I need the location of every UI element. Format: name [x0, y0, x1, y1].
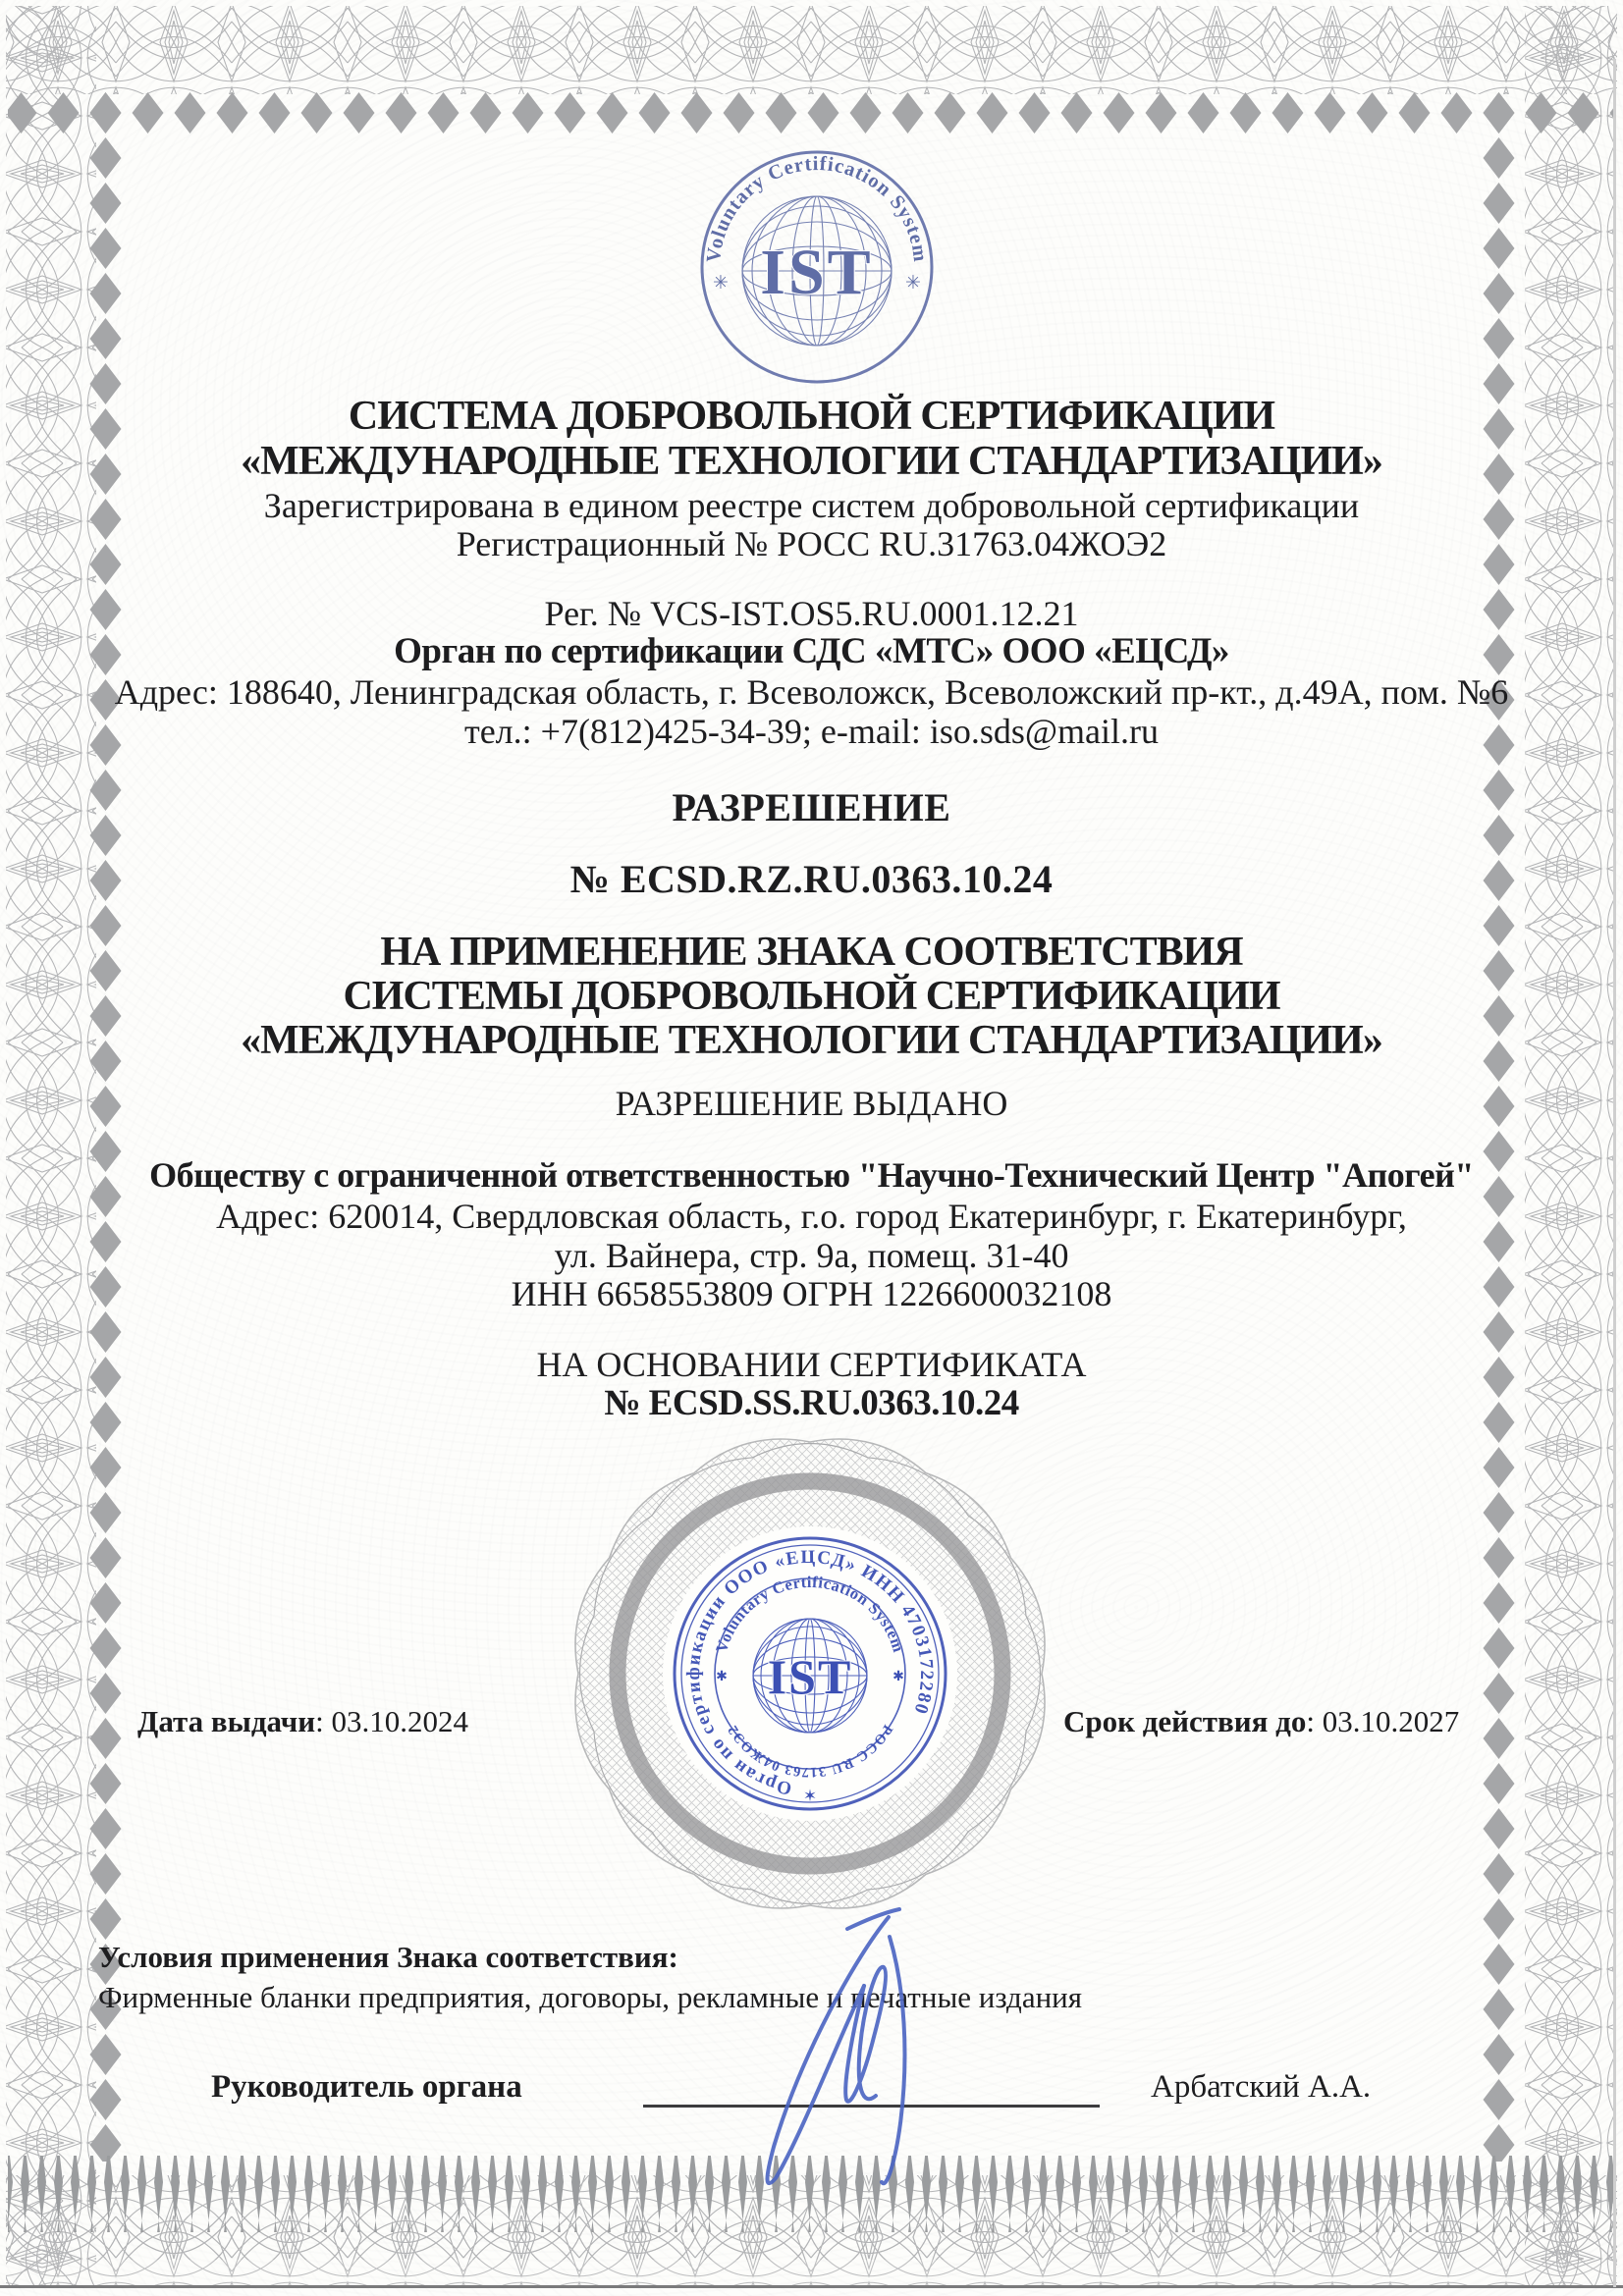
scan-edge-bottom [0, 2285, 1623, 2288]
issue-date-value: : 03.10.2024 [315, 1704, 468, 1738]
registered-line: Зарегистрирована в едином реестре систем добровольной сертификации [263, 486, 1360, 525]
issue-date-row [137, 1704, 468, 1739]
seal-center-text: IST [767, 1649, 853, 1704]
issue-date-label: Дата выдачи [137, 1704, 316, 1738]
org-address: Адрес: 188640, Ленинградская область, г. Всеволожск, Всеволожский пр-кт., д.49А, пом. №6 [114, 672, 1509, 712]
ist-logo [699, 149, 935, 385]
permit-subject-line2: СИСТЕМЫ ДОБРОВОЛЬНОЙ СЕРТИФИКАЦИИ [343, 974, 1280, 1019]
holder-address-line1: Адрес: 620014, Свердловская область, г.о. город Екатеринбург, г. Екатеринбург, [216, 1197, 1407, 1236]
seal-bottom-star-icon: ✶ [802, 1787, 818, 1805]
holder-address-line2: ул. Вайнера, стр. 9а, помещ. 31-40 [554, 1236, 1069, 1275]
seal-outer-ring-text: Орган по сертификации ООО «ЕЦСД» ИНН 4703172280 [682, 1546, 938, 1799]
org-reg-number: Рег. № VCS-IST.OS5.RU.0001.12.21 [544, 594, 1079, 633]
org-name: Орган по сертификации СДС «МТС» ООО «ЕЦСД» [394, 631, 1229, 671]
system-title-line2: «МЕЖДУНАРОДНЫЕ ТЕХНОЛОГИИ СТАНДАРТИЗАЦИИ» [241, 439, 1382, 484]
handwritten-signature [707, 1899, 1001, 2204]
certification-seal [555, 1418, 1065, 1929]
seal-inner-ring-bottom-text: РОСС RU 31763 04ЖОЭ2 [724, 1721, 895, 1781]
permit-title: РАЗРЕШЕНИЕ [672, 785, 951, 829]
issued-to-label: РАЗРЕШЕНИЕ ВЫДАНО [615, 1084, 1008, 1123]
signer-name: Арбатский А.А. [1151, 2069, 1372, 2105]
logo-right-asterisk-icon: ✳ [905, 273, 921, 294]
permit-subject-line3: «МЕЖДУНАРОДНЫЕ ТЕХНОЛОГИИ СТАНДАРТИЗАЦИИ» [241, 1018, 1382, 1063]
signer-role-label: Руководитель органа [211, 2069, 522, 2105]
basis-number: № ECSD.SS.RU.0363.10.24 [604, 1383, 1019, 1423]
conditions-value: Фирменные бланки предприятия, договоры, рекламные и печатные издания [98, 1980, 1083, 2014]
holder-name: Обществу с ограниченной ответственностью "Научно-Технический Центр "Апогей" [149, 1155, 1474, 1195]
seal-right-star-icon: ✱ [893, 1670, 904, 1684]
logo-ring-text: Voluntary Certification System [702, 153, 932, 264]
logo-center-text: IST [760, 237, 874, 308]
seal-inner-ring-top-text: Voluntary Certification System [711, 1572, 909, 1655]
seal-stamp [675, 1538, 946, 1809]
logo-left-asterisk-icon: ✳ [713, 273, 729, 294]
holder-ids: ИНН 6658553809 ОГРН 1226600032108 [511, 1274, 1112, 1313]
seal-left-star-icon: ✱ [716, 1670, 728, 1684]
expiry-date-value: : 03.10.2027 [1306, 1704, 1460, 1738]
system-title-line1: СИСТЕМА ДОБРОВОЛЬНОЙ СЕРТИФИКАЦИИ [348, 394, 1275, 439]
expiry-date-label: Срок действия до [1063, 1704, 1307, 1738]
basis-label: НА ОСНОВАНИИ СЕРТИФИКАТА [536, 1345, 1087, 1384]
conditions-label: Условия применения Знака соответствия: [98, 1940, 678, 1974]
scan-edge-right [1613, 59, 1616, 2287]
org-contacts: тел.: +7(812)425-34-39; e-mail: iso.sds@mail.ru [463, 712, 1160, 751]
permit-number: № ECSD.RZ.RU.0363.10.24 [569, 857, 1054, 901]
expiry-date-row [1063, 1704, 1459, 1739]
permit-subject-line1: НА ПРИМЕНЕНИЕ ЗНАКА СООТВЕТСТВИЯ [380, 930, 1243, 975]
registration-number: Регистрационный № РОСС RU.31763.04ЖОЭ2 [456, 524, 1167, 563]
